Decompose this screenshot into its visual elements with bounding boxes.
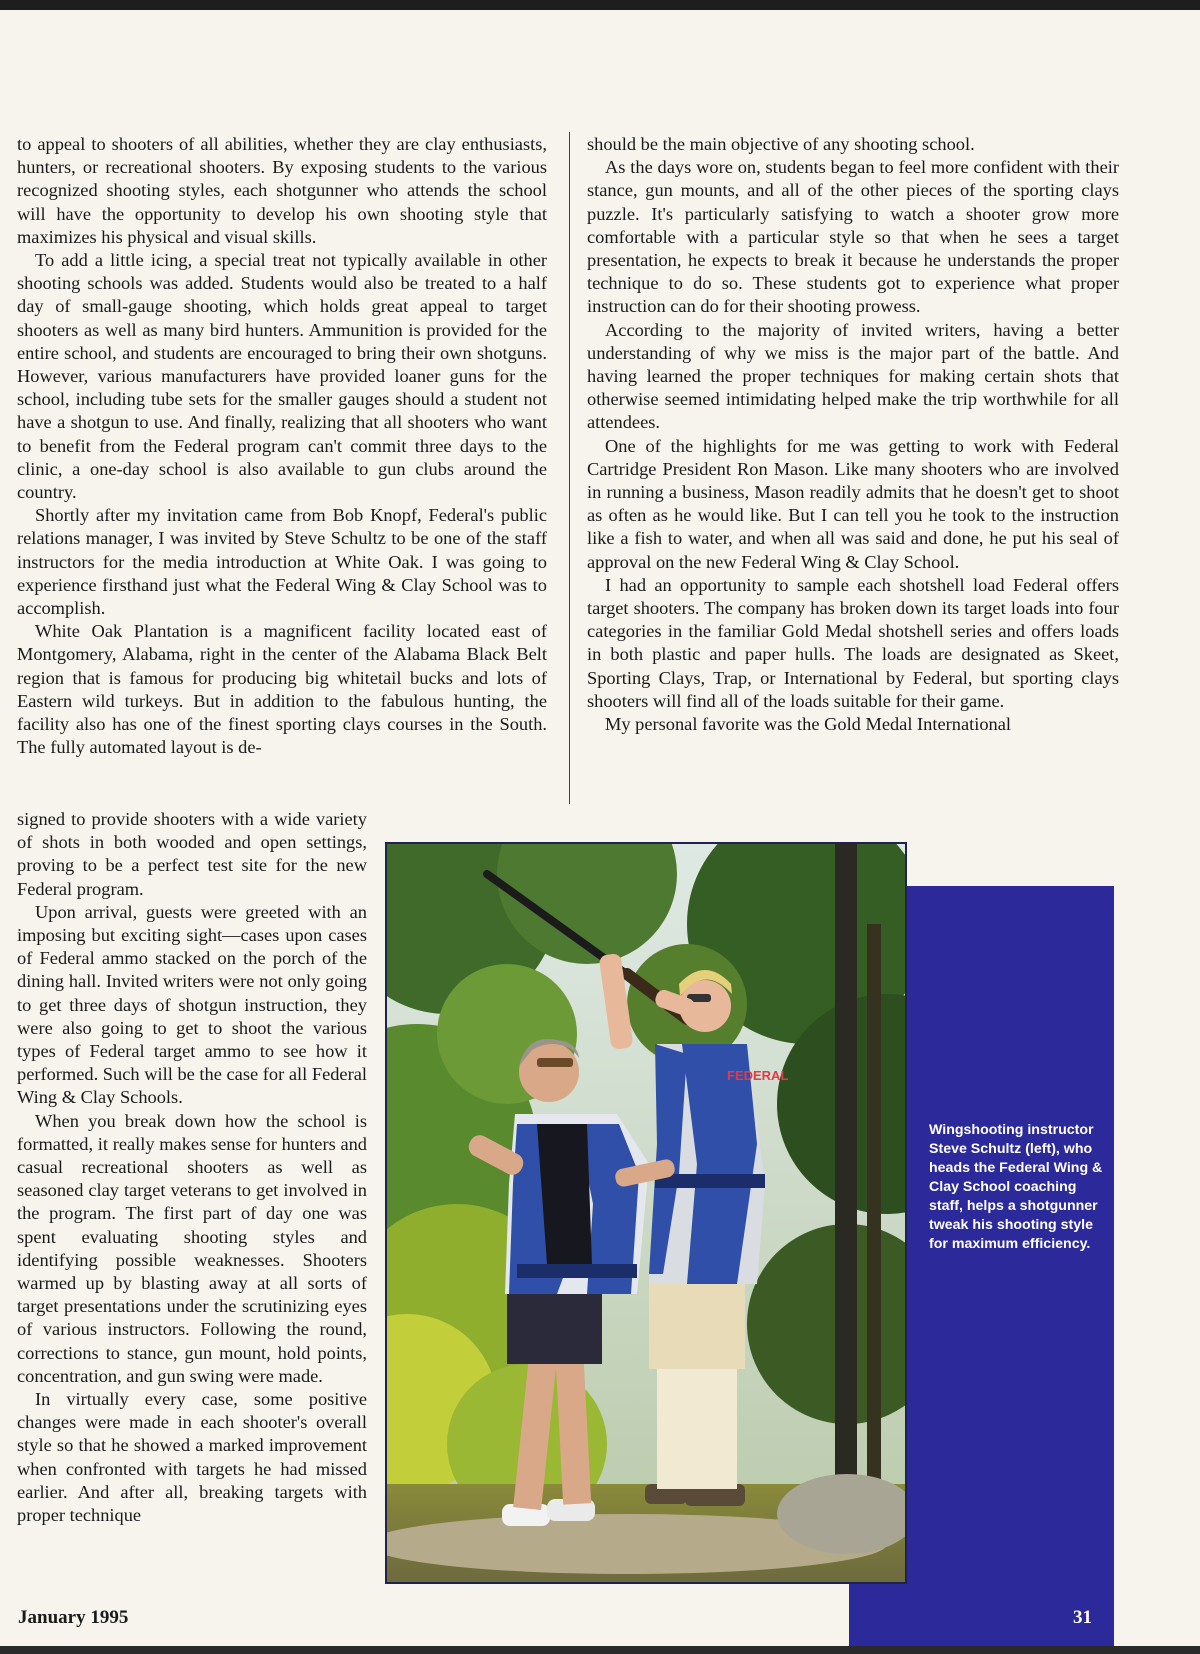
- article-column-right: [587, 133, 1119, 736]
- issue-date: January 1995: [18, 1607, 129, 1628]
- article-paragraph: In virtually every case, some positive changes were made in each shooter's overall style so that he showed a marked improvement when confronted with targets he had missed earlier. And after all, breaking targets with proper technique: [17, 1389, 367, 1526]
- article-paragraph: I had an opportunity to sample each shotshell load Federal offers target shooters. The company has broken down its target loads into four categories in the familiar Gold Medal shotshell series and offers loads in both plastic and paper hulls. The loads are designated as Skeet, Sporting Clays, Trap, or International by Federal, but sporting clays shooters will find all of the loads suitable for their game.: [587, 574, 1119, 711]
- article-paragraph: should be the main objective of any shooting school.: [587, 134, 975, 154]
- article-paragraph: My personal favorite was the Gold Medal International: [605, 714, 1012, 735]
- article-paragraph: When you break down how the school is formatted, it really makes sense for hunters and casual recreational shooters as well as seasoned clay target veterans to get involved in the program. The first part of day one was spent evaluating shooting styles and identifying possible weaknesses. Shooters warmed up by blasting away at all sorts of target presentations under the scrutinizing eyes of various instructors. Following the round, corrections to stance, gun mount, hold points, concentration, and gun swing were made.: [17, 1110, 367, 1386]
- article-paragraph: As the days wore on, students began to feel more confident with their stance, gun mounts, and all of the other pieces of the sporting clays puzzle. It's particularly satisfying to watch a shooter grow more comfortable with a particular style so that when he sees a target presentation, he expects to break it because he understands the proper technique to do so. These students got to experience what proper instruction can do for their shooting prowess.: [587, 157, 1119, 317]
- article-paragraph: Shortly after my invitation came from Bob Knopf, Federal's public relations manager, I was invited by Steve Schultz to be one of the staff instructors for the media introduction at White Oak. I was going to experience firsthand just what the Federal Wing & Clay School was to accomplish.: [17, 505, 547, 619]
- article-paragraph: According to the majority of invited writers, having a better understanding of why we miss is the major part of the battle. And having learned the proper techniques for making certain shots that otherwise seemed intimidating helped make the trip worthwhile for all attendees.: [587, 319, 1119, 433]
- article-paragraph: One of the highlights for me was getting to work with Federal Cartridge President Ron Mason. Like many shooters who are involved in running a business, Mason readily admits that he doesn't get to shoot as often as he would like. But I can tell you he took to the instruction like a fish to water, and when all was said and done, he put his seal of approval on the new Federal Wing & Clay School.: [587, 435, 1119, 572]
- scan-bottom-edge: [0, 1646, 1200, 1654]
- scan-top-edge: [0, 0, 1200, 10]
- page-number: 31: [1073, 1607, 1092, 1628]
- article-paragraph: To add a little icing, a special treat not typically available in other shooting schools was added. Students would also be treated to a half day of small-gauge shooting, which holds great appeal to target shooters as well as many bird hunters. Ammunition is provided for the entire school, and students are encouraged to bring their own shotguns. However, various manufacturers have provided loaner guns for the school, including tube sets for the smaller gauges should a student not have a shotgun to use. And finally, realizing that all shooters who want to benefit from the Federal program can't commit three days to the clinic, a one-day school is also available to gun clubs around the country.: [17, 250, 547, 503]
- article-paragraph: signed to provide shooters with a wide variety of shots in both wooded and open settings, proving to be a perfect test site for the new Federal program.: [17, 809, 367, 899]
- article-paragraph: White Oak Plantation is a magnificent facility located east of Montgomery, Alabama, right in the center of the Alabama Black Belt region that is famous for producing big whitetail bucks and lots of Eastern wild turkeys. But in addition to the fabulous hunting, the facility also has one of the finest sporting clays courses in the South. The fully automated layout is de-: [17, 621, 547, 758]
- vest-lettering: FEDERAL: [727, 1068, 789, 1083]
- shooting-scene-illustration: [387, 844, 905, 1582]
- shooting-photo: [385, 842, 907, 1584]
- column-divider: [569, 132, 570, 804]
- photo-caption: Wingshooting instructor Steve Schultz (left), who heads the Federal Wing & Clay School coaching staff, helps a shotgunner tweak his shooting style for maximum efficiency.: [929, 1122, 1103, 1252]
- article-column-left-top: [17, 133, 547, 759]
- article-column-left-bottom: [17, 808, 367, 1527]
- article-paragraph: Upon arrival, guests were greeted with an imposing but exciting sight—cases upon cases of Federal ammo stacked on the porch of the dining hall. Invited writers were not only going to get three days of shotgun instruction, they were also going to get to shoot the various types of Federal target ammo to see how it performed. Such will be the case for all Federal Wing & Clay Schools.: [17, 901, 367, 1108]
- article-paragraph: to appeal to shooters of all abilities, whether they are clay enthusiasts, hunters, or recreational shooters. By exposing students to the various recognized shooting styles, each shotgunner who attends the school will have the opportunity to develop his own shooting style that maximizes his physical and visual skills.: [17, 134, 547, 247]
